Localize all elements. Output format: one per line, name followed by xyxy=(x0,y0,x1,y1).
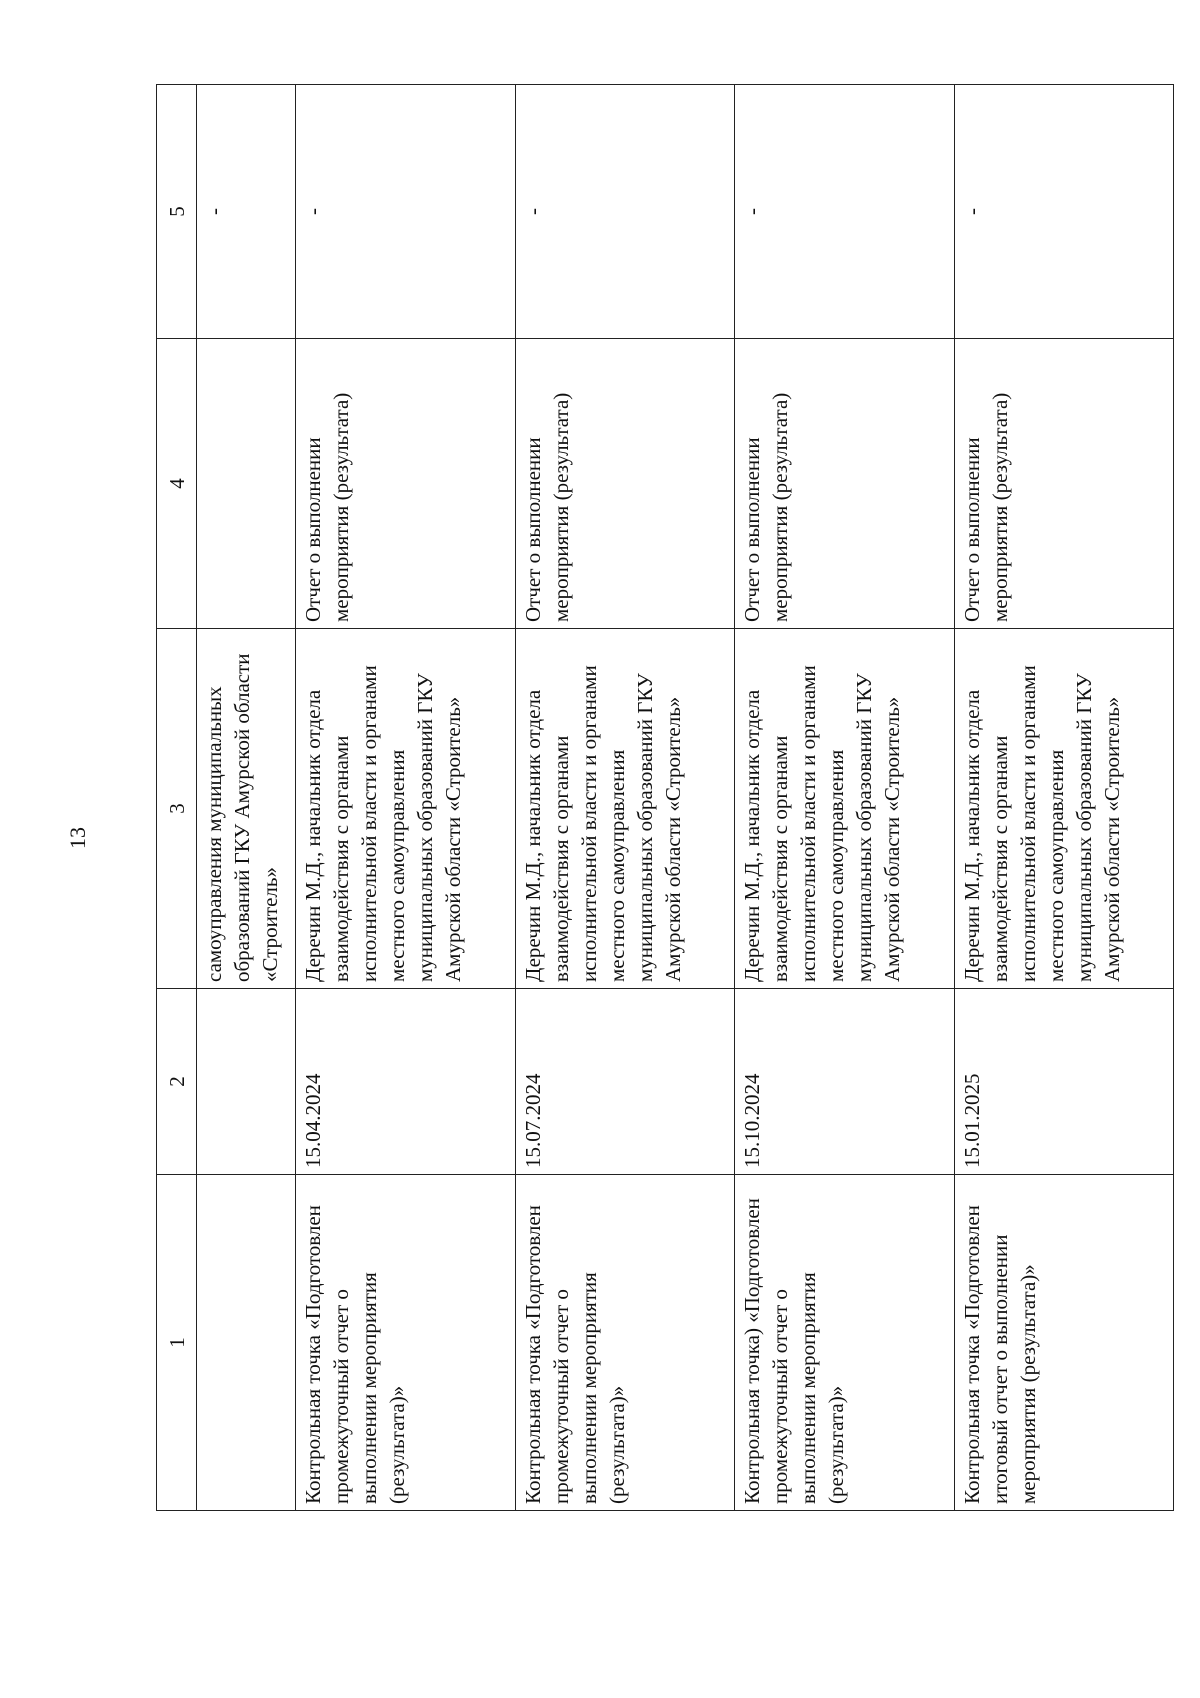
cell-note: - xyxy=(954,85,1173,339)
cell-description: Контрольная точка «Подготовлен промежуточный отчет о выполнении мероприятия (результата)» xyxy=(296,1175,515,1511)
cell-responsible: Деречин М.Д., начальник отдела взаимодействия с органами исполнительной власти и органами местного самоуправления муниципальных образований ГКУ Амурской области «Строитель» xyxy=(296,629,515,989)
rotated-table-wrapper xyxy=(156,85,1174,1511)
cell-document xyxy=(197,339,296,629)
cell-date xyxy=(197,989,296,1175)
column-header-5: 5 xyxy=(157,85,197,339)
cell-document: Отчет о выполнении мероприятия (результата) xyxy=(296,339,515,629)
cell-date: 15.04.2024 xyxy=(296,989,515,1175)
cell-note: - xyxy=(735,85,954,339)
cell-date: 15.01.2025 xyxy=(954,989,1173,1175)
table-row xyxy=(954,85,1173,1511)
table-row-continuation xyxy=(197,85,296,1511)
cell-note: - xyxy=(296,85,515,339)
cell-date: 15.07.2024 xyxy=(515,989,734,1175)
table-row xyxy=(515,85,734,1511)
cell-description: Контрольная точка) «Подготовлен промежуточный отчет о выполнении мероприятия (результата)» xyxy=(735,1175,954,1511)
cell-note: - xyxy=(515,85,734,339)
column-header-3: 3 xyxy=(157,629,197,989)
cell-responsible: Деречин М.Д., начальник отдела взаимодействия с органами исполнительной власти и органами местного самоуправления муниципальных образований ГКУ Амурской области «Строитель» xyxy=(954,629,1173,989)
table-header-row xyxy=(157,85,197,1511)
cell-responsible: Деречин М.Д., начальник отдела взаимодействия с органами исполнительной власти и органами местного самоуправления муниципальных образований ГКУ Амурской области «Строитель» xyxy=(515,629,734,989)
cell-responsible: самоуправления муниципальных образований ГКУ Амурской области «Строитель» xyxy=(197,629,296,989)
column-header-1: 1 xyxy=(157,1175,197,1511)
cell-description: Контрольная точка «Подготовлен промежуточный отчет о выполнении мероприятия (результата)» xyxy=(515,1175,734,1511)
column-header-4: 4 xyxy=(157,339,197,629)
cell-description: Контрольная точка «Подготовлен итоговый отчет о выполнении мероприятия (результата)» xyxy=(954,1175,1173,1511)
cell-responsible: Деречин М.Д., начальник отдела взаимодействия с органами исполнительной власти и органами местного самоуправления муниципальных образований ГКУ Амурской области «Строитель» xyxy=(735,629,954,989)
table-row xyxy=(735,85,954,1511)
page-number: 13 xyxy=(65,827,90,849)
cell-document: Отчет о выполнении мероприятия (результата) xyxy=(735,339,954,629)
column-header-2: 2 xyxy=(157,989,197,1175)
table-row xyxy=(296,85,515,1511)
cell-note: - xyxy=(197,85,296,339)
cell-description xyxy=(197,1175,296,1511)
table-inner xyxy=(156,85,1174,1511)
cell-date: 15.10.2024 xyxy=(735,989,954,1175)
control-points-table xyxy=(156,84,1174,1511)
cell-document: Отчет о выполнении мероприятия (результата) xyxy=(515,339,734,629)
cell-document: Отчет о выполнении мероприятия (результата) xyxy=(954,339,1173,629)
